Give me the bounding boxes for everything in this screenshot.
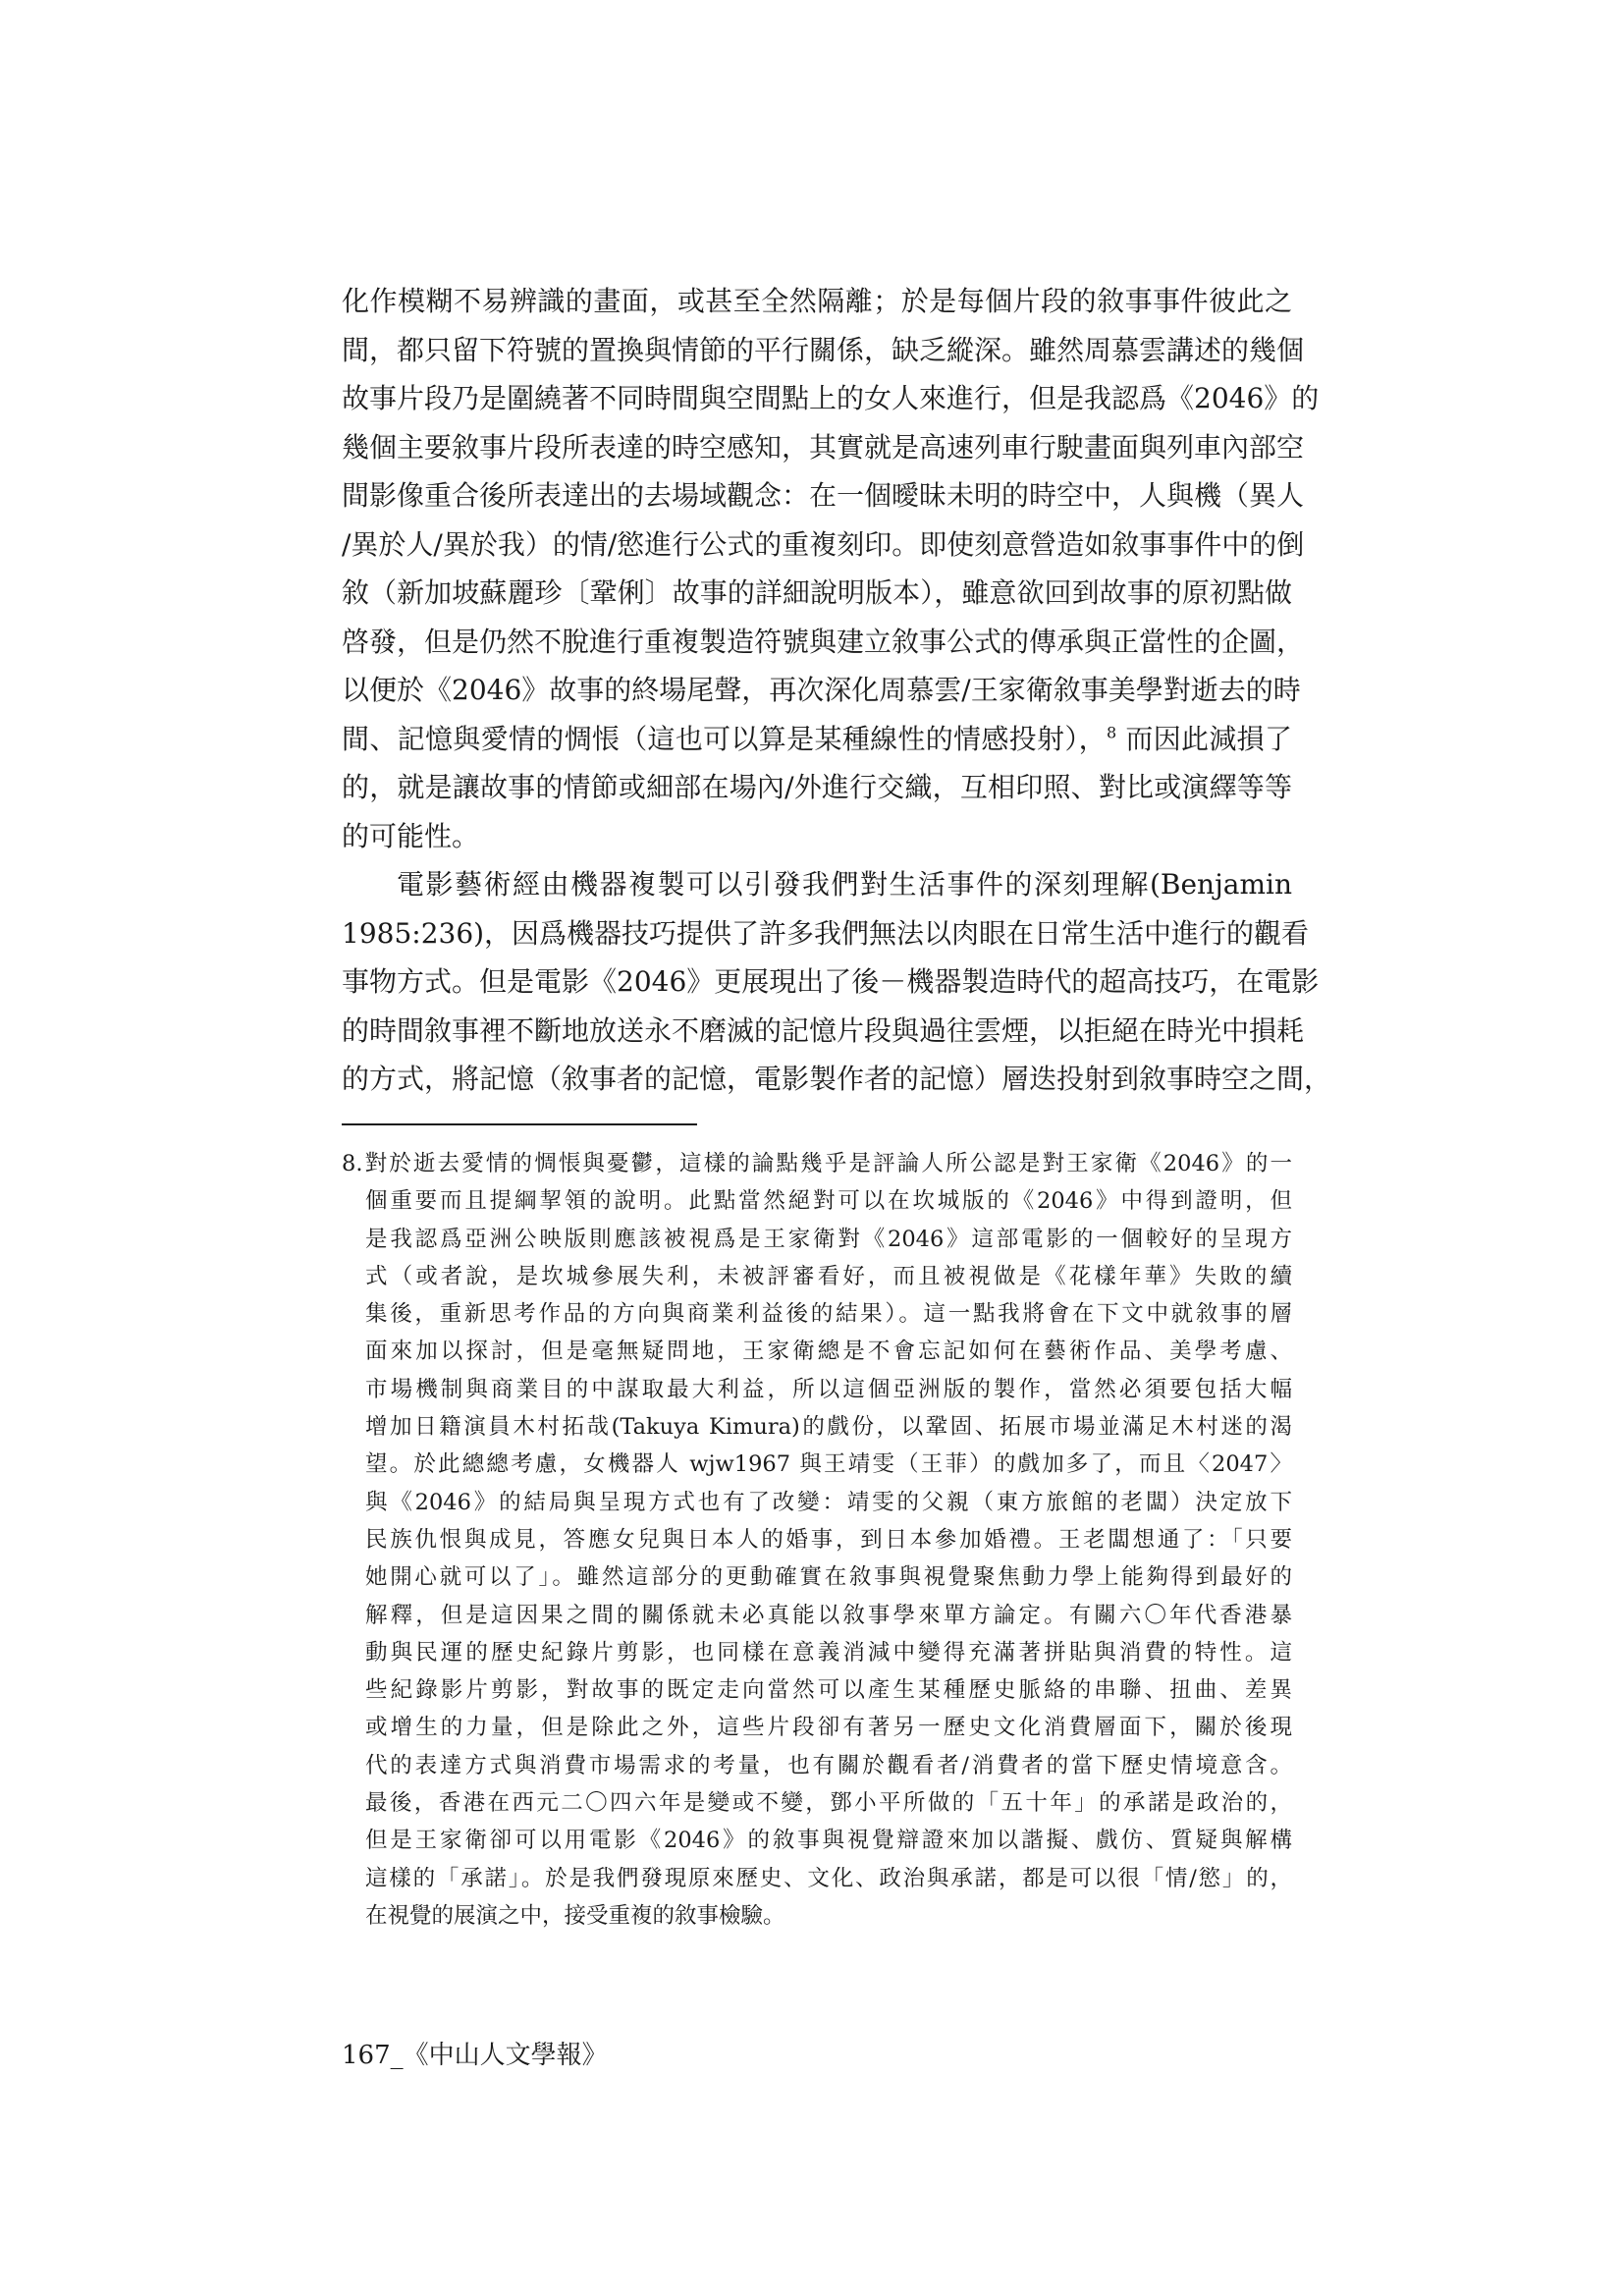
footnote-line: 這樣的「承諾」。於是我們發現原來歷史、文化、政治與承諾，都是可以很「情/慾」的， — [365, 1865, 1292, 1891]
body-line: 幾個主要敘事片段所表達的時空感知，其實就是高速列車行駛畫面與列車內部空 — [342, 430, 1305, 464]
footnote-line: 動與民運的歷史紀錄片剪影，也同樣在意義消減中變得充滿著拼貼與消費的特性。這 — [365, 1639, 1292, 1666]
footnote-divider — [342, 1123, 697, 1125]
footnote-reference[interactable]: 8 — [1106, 723, 1117, 742]
footnote-line: 市場機制與商業目的中謀取最大利益，所以這個亞洲版的製作，當然必須要包括大幅 — [365, 1376, 1292, 1402]
body-line: 的時間敘事裡不斷地放送永不磨滅的記憶片段與過往雲煙，以拒絕在時光中損耗 — [342, 1013, 1305, 1047]
footnote-line: 式（或者說，是坎城參展失利，未被評審看好，而且被視做是《花樣年華》失敗的續 — [365, 1263, 1292, 1289]
body-line: 間，都只留下符號的置換與情節的平行關係，缺乏縱深。雖然周慕雲講述的幾個 — [342, 333, 1305, 366]
footnote-line: 個重要而且提綱挈領的說明。此點當然絕對可以在坎城版的《2046》中得到證明，但 — [365, 1188, 1292, 1215]
page-number: 167 — [342, 2041, 391, 2070]
footnote-line: 解釋，但是這因果之間的關係就未必真能以敘事學來單方論定。有關六〇年代香港暴 — [365, 1602, 1292, 1628]
footnote-line: 但是王家衛卻可以用電影《2046》的敘事與視覺辯證來加以諧擬、戲仿、質疑與解構 — [365, 1828, 1292, 1854]
footnote-line: 8.對於逝去愛情的惆悵與憂鬱，這樣的論點幾乎是評論人所公認是對王家衛《2046》的一 — [342, 1151, 1292, 1176]
footnote-line: 集後，重新思考作品的方向與商業利益後的結果）。這一點我將會在下文中就敘事的層 — [365, 1301, 1292, 1328]
body-line: 敘（新加坡蘇麗珍〔鞏俐〕故事的詳細說明版本），雖意欲回到故事的原初點做 — [342, 576, 1292, 609]
body-line: 事物方式。但是電影《2046》更展現出了後－機器製造時代的超高技巧，在電影 — [342, 965, 1320, 998]
body-line: 的方式，將記憶（敘事者的記憶，電影製作者的記憶）層迭投射到敘事時空之間， — [342, 1063, 1332, 1095]
footnote-line: 些紀錄影片剪影，對故事的既定走向當然可以產生某種歷史脈絡的串聯、扭曲、差異 — [365, 1677, 1292, 1704]
body-line-text: 間、記憶與愛情的惆悵（這也可以算是某種線性的情感投射）， — [342, 722, 1107, 755]
footnote-line: 她開心就可以了」。雖然這部分的更動確實在敘事與視覺聚焦動力學上能夠得到最好的 — [365, 1564, 1292, 1591]
footnote-line: 望。於此總總考慮，女機器人 wjw1967 與王靖雯（王菲）的戲加多了，而且〈2047〉 — [365, 1451, 1292, 1478]
footnote-line: 在視覺的展演之中，接受重複的敘事檢驗。 — [365, 1902, 785, 1929]
page-footer — [342, 2035, 608, 2071]
main-body-text — [342, 277, 1332, 1104]
body-line: 間影像重合後所表達出的去場域觀念：在一個曖昧未明的時空中，人與機（異人 — [342, 479, 1305, 512]
body-line: 故事片段乃是圍繞著不同時間與空間點上的女人來進行，但是我認爲《2046》的 — [342, 382, 1320, 414]
footnote-line: 增加日籍演員木村拓哉(Takuya Kimura)的戲份，以鞏固、拓展市場並滿足木村迷的渴 — [365, 1414, 1292, 1441]
footnote-line: 或增生的力量，但是除此之外，這些片段卻有著另一歷史文化消費層面下，關於後現 — [365, 1715, 1292, 1741]
body-line: 啓發，但是仍然不脫進行重複製造符號與建立敘事公式的傳承與正當性的企圖， — [342, 625, 1305, 658]
footnote-line: 與《2046》的結局與呈現方式也有了改變：靖雯的父親（東方旅館的老闆）決定放下 — [365, 1489, 1292, 1515]
journal-title: _《中山人文學報》 — [390, 2041, 608, 2070]
body-line-tail: 而因此減損了 — [1125, 722, 1292, 755]
body-line-indent: 電影藝術經由機器複製可以引發我們對生活事件的深刻理解(Benjamin — [397, 868, 1292, 901]
footnote-line: 最後，香港在西元二〇四六年是變或不變，鄧小平所做的「五十年」的承諾是政治的， — [365, 1790, 1292, 1817]
footnote-line: 代的表達方式與消費市場需求的考量，也有關於觀看者/消費者的當下歷史情境意含。 — [365, 1752, 1292, 1778]
footnote-line: 民族仇恨與成見，答應女兒與日本人的婚事，到日本參加婚禮。王老闆想通了：「只要 — [365, 1526, 1292, 1553]
body-line: 以便於《2046》故事的終場尾聲，再次深化周慕雲/王家衛敘事美學對逝去的時 — [342, 674, 1301, 706]
footnote — [342, 1145, 1292, 1935]
body-line: 的可能性。 — [342, 819, 480, 852]
body-line: /異於人/異於我）的情/慾進行公式的重複刻印。即使刻意營造如敘事事件中的倒 — [342, 527, 1305, 561]
body-line: 的，就是讓故事的情節或細部在場內/外進行交織，互相印照、對比或演繹等等 — [342, 771, 1292, 803]
footnote-line: 面來加以探討，但是毫無疑問地，王家衛總是不會忘記如何在藝術作品、美學考慮、 — [365, 1339, 1292, 1365]
body-line: 化作模糊不易辨識的畫面，或甚至全然隔離；於是每個片段的敘事事件彼此之 — [342, 285, 1292, 317]
body-line: 1985:236)，因爲機器技巧提供了許多我們無法以肉眼在日常生活中進行的觀看 — [342, 916, 1310, 950]
footnote-line: 是我認爲亞洲公映版則應該被視爲是王家衛對《2046》這部電影的一個較好的呈現方 — [365, 1226, 1292, 1252]
body-line-with-footnote-ref — [342, 715, 1292, 764]
